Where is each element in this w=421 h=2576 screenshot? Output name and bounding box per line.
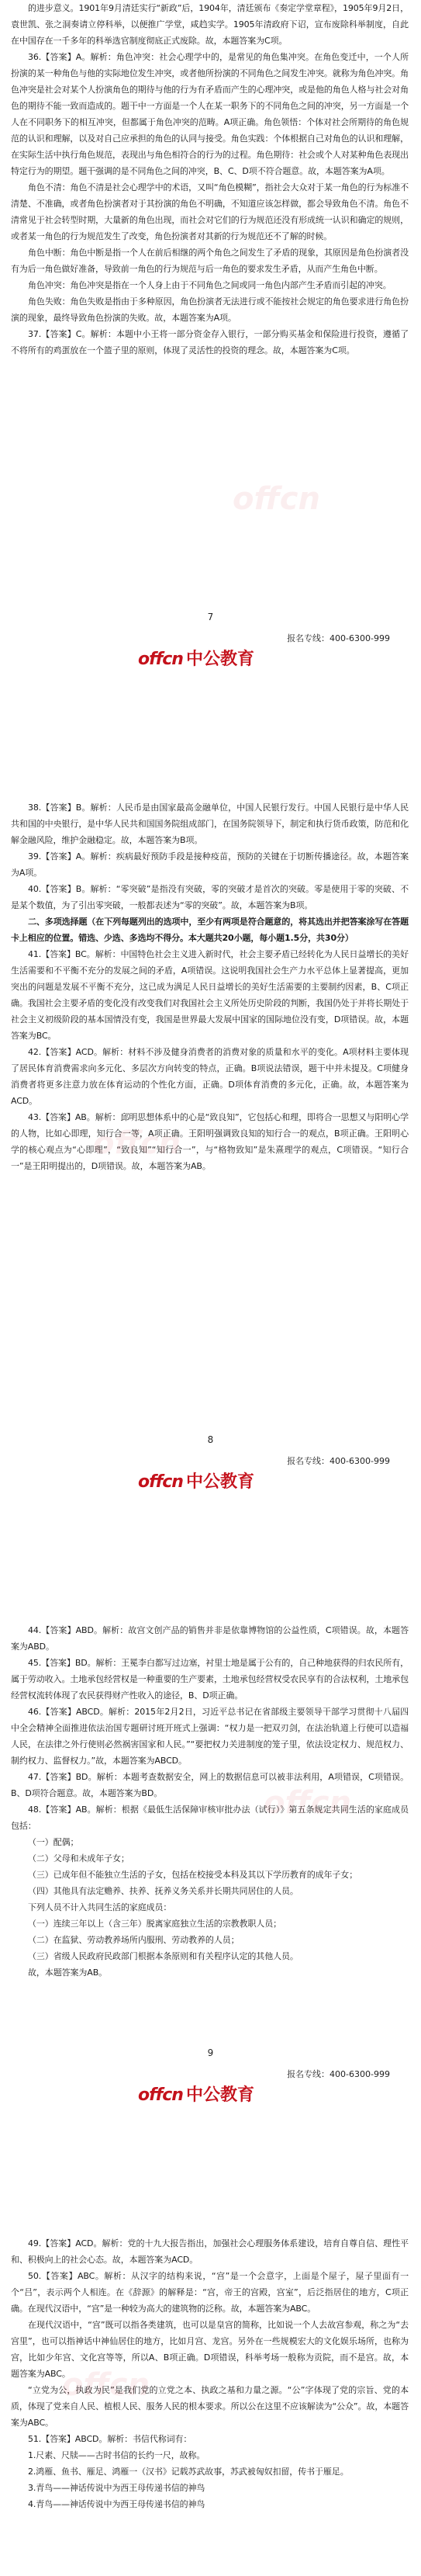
page-break-7 — [0, 605, 421, 798]
paragraph: 37.【答案】C。解析：本题中小王将一部分资金存入银行，一部分购买基金和保险进行投资，遵循了不将所有的鸡蛋放在一个篮子里的原则，体现了灵活性的投资的理念。故，本题答案为C项。 — [11, 329, 409, 355]
offcn-logo — [138, 1468, 254, 1493]
paragraph: “立党为公，执政为民”是我们党的立党之本、执政之基和力量之源。“公”字体现了党的宗旨、党的本质，体现了党来自人民、植根人民、服务人民的根本要求。所以公在这里不应该解读为“公众”。故，本题答案为ABC。 — [11, 2385, 409, 2428]
contact-line: 报名专线：400-6300-999 — [287, 2069, 390, 2079]
paragraph: 角色失败：角色失败是指由于多种原因，角色扮演者无法进行或不能按社会规定的角色要求进行角色扮演的现象，最终导致角色扮演的失败。故，本题答案为A项。 — [11, 296, 409, 323]
paragraph: （一）配偶； — [28, 1837, 79, 1847]
watermark: offcn — [264, 1785, 351, 1821]
paragraph: 47.【答案】BD。解析：本题考查数据安全，网上的数据信息可以被非法利用，A项错误，C项错误。B、D项符合题意。故，本题答案为BD。 — [11, 1772, 409, 1798]
paragraph: 36.【答案】A。解析：角色冲突：社会心理学中的，是常见的角色集冲突。在角色变迁中，一个人所扮演的某一种角色与他的实际地位发生冲突，或者他所扮演的不同角色之间发生冲突。就称为角色冲突。角色冲突是社会对某个人扮演角色的期待与他的行为有矛盾而产生的心理冲突，或是他的角色人格与社会对角色的期待不能一致而造成的。题干中一方面是一个人在某一职务下的不同角色之间的冲突，另一方面是一个人在不同职务下的相互冲突，但都属于角色冲突的范畴。A项正确。角色领悟：个体对社会所期待的角色规范的认识和理解，以及对自己应承担的角色的认同与接受。角色实践：个体根据自己对角色的认识和理解，在实际生活中执行角色规范，表现出与角色相符合的行为的过程。角色期待：社会或个人对某种角色表现出特定行为的期望。题干强调的是不同角色之间的冲突，B、C、D项不符合题意。故，本题答案为A项。 — [11, 52, 409, 176]
paragraph: 1.尺素、尺牍——古时书信的长约一尺，故称。 — [28, 2450, 205, 2460]
paragraph: （二）父母和未成年子女； — [28, 1853, 129, 1864]
paragraph: 44.【答案】ABD。解析：故宫文创产品的销售并非是依靠博物馆的公益性质，C项错误。故，本题答案为ABD。 — [11, 1625, 409, 1652]
watermark: offcn — [62, 2367, 150, 2403]
paragraph: 角色中断：角色中断是指一个人在前后相继的两个角色之间发生了矛盾的现象，其原因是角色扮演者没有为后一角色做好准备，导致前一角色的行为规范与后一角色的要求发生矛盾，从而产生角色中断。 — [11, 248, 409, 274]
paragraph: （一）连续三年以上（含三年）脱离家庭独立生活的宗教教职人员； — [28, 1919, 281, 1929]
logo-latin: offcn — [138, 2085, 183, 2105]
section-title: 二、多项选择题（在下列每题列出的选项中，至少有两项是符合题意的，将其选出并把答案涂写在答题卡上相应的位置。错选、少选、多选均不得分。本大题共20小题，每小题1.5分，共30分） — [11, 917, 409, 943]
paragraph: 45.【答案】BD。解析：王冕李白都写过边塞，衬里士地是属于公有的，自己种地获得的归农民所有，属于劳动收入。土地承包经营权是一种重要的生产要素，土地承包经营权受农民享有的合法权利，土地承包经营权流转体现了农民获得财产性收入的途径，B、D项正确。 — [11, 1658, 409, 1701]
paragraph: 在现代汉语中，“宫”既可以指各类建筑，也可以是皇宫的简称，比如说一个人去故宫参观，称之为“去宫里”，也可以指神话中神仙居住的地方，比如月宫、龙宫。另外在一些规模宏大的文化娱乐场所，也称为宫，比如少年宫、文化宫等等，所以A、B项正确。D项错误，科举考场一般称为贡院，而不是宫。故，本题答案为ABC。 — [11, 2320, 409, 2379]
paragraph: 50.【答案】ABC。解析：从汉字的结构来说，“宫”是一个会意字，上面是个屋子，屋子里面有一个“吕”，表示两个人相连。在《辞源》的解释是：“宫，帝王的宫殿，宫室”，后泛指居住的地方，C项正确。在现代汉语中，“宫”是一种较为高大的建筑物的泛称。故，本题答案为ABC。 — [11, 2271, 409, 2314]
paragraph: 下列人员不计入共同生活的家庭成员： — [28, 1902, 172, 1912]
paragraph: 3.青鸟——神话传说中为西王母传递书信的神鸟 — [28, 2483, 205, 2493]
logo-cn: 中公教育 — [185, 650, 254, 669]
paragraph: 角色不清：角色不清是社会心理学中的术语，又叫“角色模糊”，指社会大众对于某一角色的行为标准不清楚、不准确，或者角色扮演者对于其扮演的角色不明确，不知道应该怎样做，都会导致角色不清。角色不清常见于社会转型时期，大量新的角色出现，而社会对它们的行为规范还没有形成统一认识和确定的规则，或者某一角色的行为规范发生了改变，角色扮演者对其新的行为规范还不了解的时候。 — [11, 182, 409, 241]
contact-line: 报名专线：400-6300-999 — [287, 633, 390, 643]
offcn-logo — [138, 2082, 254, 2106]
paragraph: 42.【答案】ACD。解析：材料不涉及健身消费者的消费对象的质量和水平的变化。A项材料主要体现了居民体育消费需求向多元化、多层次方向转变的特点，正确。B项说法错误，题干中并未提及。C项健身消费者将更多注意力放在体育运动的个性化方面，正确。D项体育消费的多元化，正确。故，本题答案为ACD。 — [11, 1047, 409, 1106]
paragraph: 46.【答案】ABCD。解析：2015年2月2日，习近平总书记在省部级主要领导干部学习贯彻十八届四中全会精神全面推进依法治国专题研讨班开班式上强调：“权力是一把双刃剑，在法治轨道上行使可以造福人民，在法律之外行使则必然祸害国家和人民。”“要把权力关进制度的笼子里，依法设定权力、规范权力、制约权力、监督权力。”故，本题答案为ABCD。 — [11, 1707, 409, 1766]
paragraph: 41.【答案】BC。解析：中国特色社会主义进入新时代，社会主要矛盾已经转化为人民日益增长的美好生活需要和不平衡不充分的发展之间的矛盾，A项错误。这说明我国社会生产力水平总体上显著提高，更加突出的问题是发展不平衡不充分，这已成为满足人民日益增长的美好生活需要的主要制约因素，B、C项正确。我国社会主要矛盾的变化没有改变我们对我国社会主义所处历史阶段的判断，我国仍处于并将长期处于社会主义初级阶段的基本国情没有变，我国是世界最大发展中国家的国际地位没有变，D项错误。故，本题答案为BC。 — [11, 949, 409, 1041]
page-number: 7 — [207, 612, 214, 622]
paragraph: （四）其他具有法定赡养、扶养、抚养义务关系并长期共同居住的人员。 — [28, 1886, 298, 1896]
paragraph: 的进步意义。1901年9月清廷实行“新政”后，1904年，清廷颁布《奏定学堂章程》，1905年9月2日，袁世凯、张之洞奏请立停科举，以便推广学堂，咸趋实学。1905年清政府下诏，宣布废除科举制度，自此在中国存在一千多年的科举选官制度彻底正式废除。故，本题答案为C项。 — [11, 3, 409, 46]
paragraph: 40.【答案】B。解析：“零突破”是指没有突破，零的突破才是首次的突破。零是使用于零的突破、不是某个数值，为了引出零突破，一般都表述为“零的突破”。故，本题答案为B项。 — [11, 884, 409, 910]
paragraph: 4.青鸟——神话传说中为西王母传递书信的神鸟 — [28, 2499, 205, 2509]
page-number: 8 — [207, 1434, 214, 1445]
paragraph: 51.【答案】ABCD。解析：书信代称词有： — [28, 2434, 192, 2444]
watermark: offcn — [233, 481, 320, 517]
text-block-2 — [11, 799, 409, 1174]
paragraph: 38.【答案】B。解析：人民币是由国家最高金融单位，中国人民银行发行。中国人民银行是中华人民共和国的中央银行，是中华人民共和国国务院组成部门，在国务院领导下，制定和执行货币政策，防范和化解金融风险，维护金融稳定。故，本题答案为B项。 — [11, 803, 409, 845]
logo-cn: 中公教育 — [185, 1472, 254, 1492]
paragraph: 48.【答案】AB。解析：根据《最低生活保障审核审批办法（试行）》第五条规定共同生活的家庭成员包括： — [11, 1805, 409, 1831]
contact-line: 报名专线：400-6300-999 — [287, 1456, 390, 1466]
paragraph: 49.【答案】ACD。解析：党的十九大报告指出，加强社会心理服务体系建设，培育自尊自信、理性平和、积极向上的社会心态。故，本题答案为ACD。 — [11, 2238, 409, 2265]
page-break-9 — [0, 2041, 421, 2234]
paragraph: （三）已成年但不能独立生活的子女，包括在校接受本科及其以下学历教育的成年子女； — [28, 1870, 358, 1880]
text-block-3 — [11, 1622, 409, 1981]
paragraph: 43.【答案】AB。解析：邱明思想体系中的心是“致良知”，它包括心和理，即将合一思想又与阳明心学的人物，比如心即理，知行合一等，A项正确。王阳明强调致良知的知行合一的观点，B项正确。王阳明心学的核心观点为“心即理”，“致良知”“知行合一”，与“格物致知”是朱熹理学的观点，C项错误。“知行合一”是王阳明提出的，D项错误。故，本题答案为AB。 — [11, 1112, 409, 1171]
paragraph: 故，本题答案为AB。 — [28, 1968, 108, 1978]
paragraph: （二）在监狱、劳动教养场所内服刑、劳动教养的人员； — [28, 1935, 240, 1945]
logo-cn: 中公教育 — [185, 2085, 254, 2105]
offcn-logo — [138, 646, 254, 670]
text-block-1 — [11, 0, 409, 359]
paragraph: 39.【答案】A。解析：疾病最好预防手段是接种疫苗，预防的关键在于切断传播途径。故，本题答案为A项。 — [11, 851, 409, 878]
paragraph: （三）省级人民政府民政部门根据本条原则和有关程序认定的其他人员。 — [28, 1951, 298, 1961]
page-break-8 — [0, 1428, 421, 1621]
paragraph: 角色冲突：角色冲突是指在一个人身上由于不同角色之间或同一角色内部产生矛盾而引起的冲突。 — [28, 280, 392, 290]
page-number: 9 — [207, 2047, 214, 2058]
watermark: offcn — [93, 1125, 181, 1161]
logo-latin: offcn — [138, 1472, 183, 1492]
paragraph: 2.鸿雁、鱼书、雁足、鸿雁一（汉书》记载苏武故事，苏武被匈奴扣留，传书于雁足。 — [28, 2467, 349, 2477]
text-block-4 — [11, 2235, 409, 2512]
logo-latin: offcn — [138, 650, 183, 669]
